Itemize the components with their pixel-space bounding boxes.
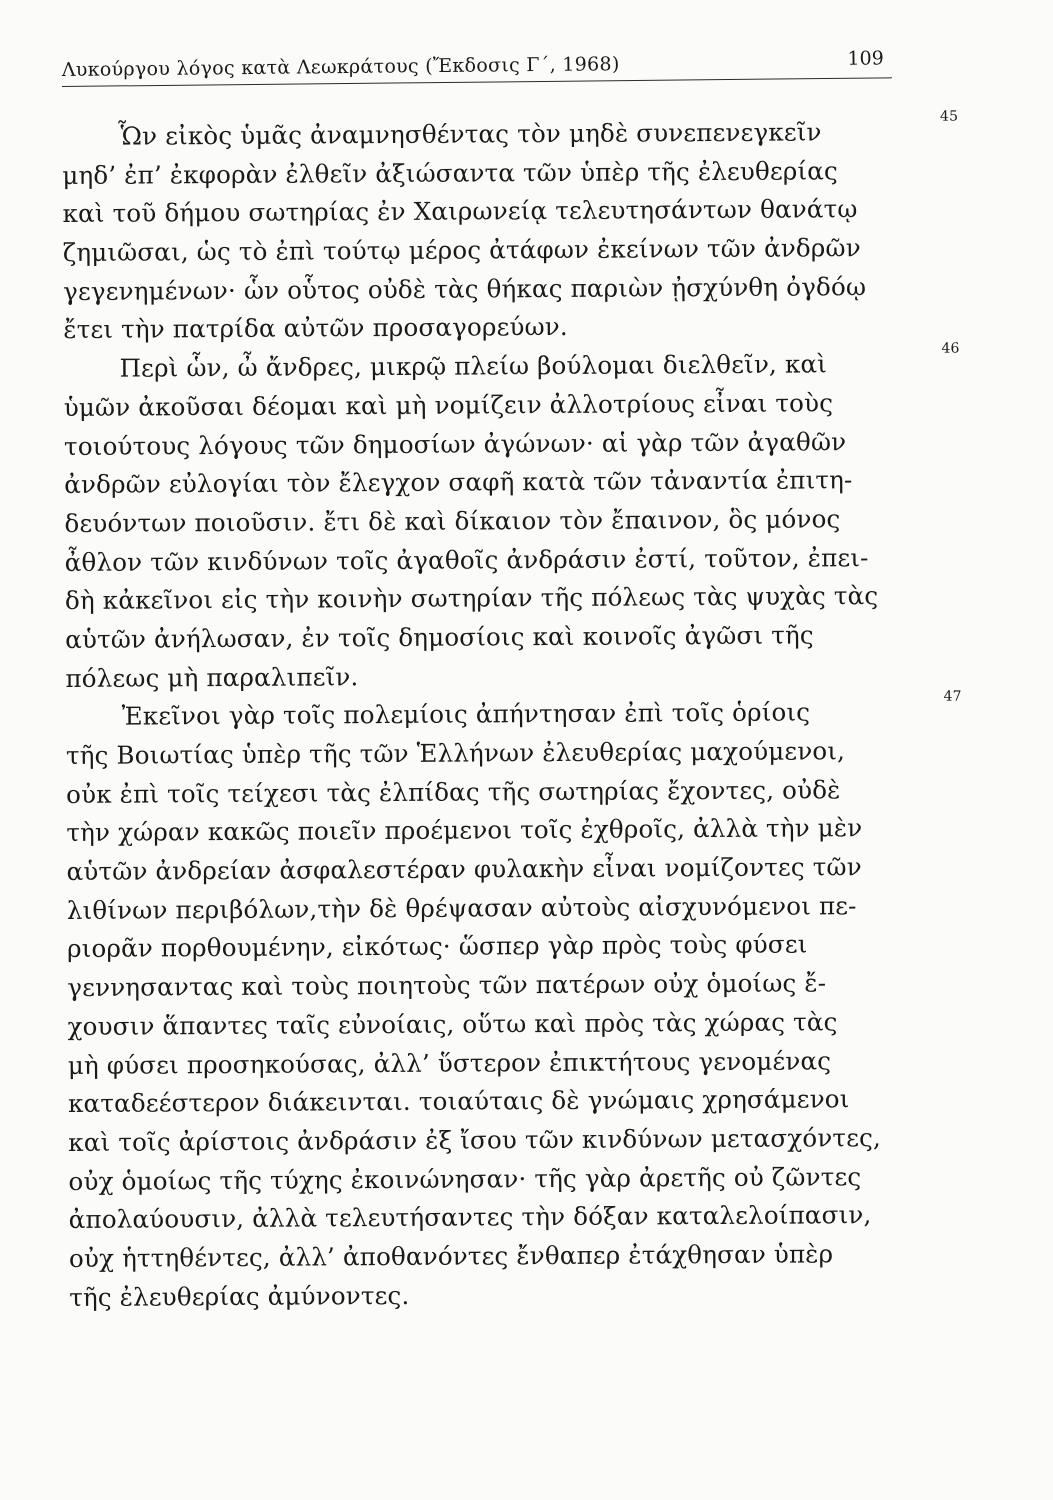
text-line-content: αὑτῶν ἀνήλωσαν, ἐν τοῖς δημοσίοις καὶ κοινοῖς ἀγῶσι τῆς <box>65 620 814 654</box>
text-line <box>69 1235 949 1279</box>
text-line-content: ὑμῶν ἀκοῦσαι δέομαι καὶ μὴ νομίζειν ἀλλοτρίους εἶναι τοὺς <box>63 388 834 422</box>
running-head <box>62 43 892 87</box>
text-line <box>64 383 944 427</box>
text-line <box>63 229 943 273</box>
text-line-content: γεννησαντας καὶ τοὺς ποιητοὺς τῶν πατέρων οὐχ ὁμοίως ἔ- <box>67 968 827 1003</box>
text-line-content: δευόντων ποιοῦσιν. ἔτι δὲ καὶ δίκαιον τὸν ἔπαινον, ὃς μόνος <box>64 504 841 538</box>
text-line-content: τῆς Βοιωτίας ὑπὲρ τῆς τῶν Ἑλλήνων ἐλευθερίας μαχούμενοι, <box>65 736 846 770</box>
text-line-content: καὶ τοῖς ἀρίστοις ἀνδράσιν ἐξ ἴσου τῶν κινδύνων μετασχόντες, <box>68 1122 882 1157</box>
text-line <box>63 340 960 389</box>
text-line-content: οὐχ ἡττηθέντες, ἀλλ’ ἀποθανόντες ἔνθαπερ ἐτάχθησαν ὑπὲρ <box>68 1239 834 1273</box>
text-line <box>68 1157 948 1201</box>
text-line-content: λιθίνων περιβόλων,τὴν δὲ θρέψασαν αὐτοὺς αἰσχυνόμενοι πε- <box>66 890 857 925</box>
section-number: 47 <box>943 688 962 705</box>
text-line-content: μηδ’ ἐπ’ ἐκφορὰν ἐλθεῖν ἀξιώσαντα τῶν ὑπὲρ τῆς ἐλευθερίας <box>62 155 839 190</box>
page-number: 109 <box>847 47 884 70</box>
text-line-content: καταδεέστερον διάκεινται. τοιαύταις δὲ γνώμαις χρησάμενοι <box>67 1084 850 1119</box>
text-line <box>68 1118 948 1162</box>
text-line <box>66 809 946 853</box>
text-line <box>68 1041 948 1085</box>
text-line <box>63 267 943 311</box>
text-line <box>67 964 947 1008</box>
text-line-content: τὴν χώραν κακῶς ποιεῖν προέμενοι τοῖς ἐχθροῖς, ἀλλὰ τὴν μὲν <box>66 813 863 848</box>
text-line-content: δὴ κἀκεῖνοι εἰς τὴν κοινὴν σωτηρίαν τῆς πόλεως τὰς ψυχὰς τὰς <box>64 581 879 616</box>
text-line-content: ἀπολαύουσιν, ἀλλὰ τελευτήσαντες τὴν δόξαν καταλελοίπασιν, <box>68 1200 872 1235</box>
text-line <box>66 770 946 814</box>
body-text <box>62 108 962 1318</box>
text-line-content: ζημιῶσαι, ὡς τὸ ἐπὶ τούτῳ μέρος ἀτάφων ἐκείνων τῶν ἀνδρῶν <box>62 233 861 268</box>
text-line-content: χουσιν ἅπαντες ταῖς εὐνοίαις, οὕτω καὶ πρὸς τὰς χώρας τὰς <box>67 1007 838 1041</box>
text-line <box>62 190 942 234</box>
text-line-content: Περὶ ὧν, ὦ ἄνδρες, μικρῷ πλείω βούλομαι διελθεῖν, καὶ <box>119 349 828 383</box>
text-line-content: ἀνδρῶν εὐλογίαι τὸν ἔλεγχον σαφῆ κατὰ τῶν τἀναντία ἐπιτη- <box>64 465 853 500</box>
text-line <box>64 461 944 505</box>
section-number: 45 <box>939 108 959 125</box>
text-line-content: Ἐκεῖνοι γὰρ τοῖς πολεμίοις ἀπήντησαν ἐπὶ τοῖς ὁρίοις <box>121 697 811 731</box>
text-line-content: μὴ φύσει προσηκούσας, ἀλλ’ ὕστερον ἐπικτήτους γενομένας <box>67 1045 832 1080</box>
text-line-content: αὑτῶν ἀνδρείαν ἀσφαλεστέραν φυλακὴν εἶναι νομίζοντες τῶν <box>66 852 862 887</box>
text-line-content: τῆς ἐλευθερίας ἀμύνοντες. <box>69 1280 410 1312</box>
text-line <box>63 306 943 350</box>
text-line <box>66 732 946 776</box>
text-line <box>65 616 945 660</box>
text-line <box>65 654 945 698</box>
text-line <box>67 925 947 969</box>
text-line <box>68 1080 948 1124</box>
text-line <box>69 1273 949 1317</box>
text-line <box>62 151 942 195</box>
text-line-content: ἔτει τὴν πατρίδα αὐτῶν προσαγορεύων. <box>63 312 568 345</box>
text-line-content: Ὧν εἰκὸς ὑμᾶς ἀναμνησθέντας τὸν μηδὲ συνεπενεγκεῖν <box>118 117 822 151</box>
text-line <box>67 1002 947 1046</box>
text-line <box>64 422 944 466</box>
text-line-content: ἆθλον τῶν κινδύνων τοῖς ἀγαθοῖς ἀνδράσιν ἐστί, τοῦτον, ἐπει- <box>64 542 869 577</box>
running-title: Λυκούργου λόγος κατὰ Λεωκράτους (Ἔκδοσις Γ΄, 1968) <box>61 53 620 82</box>
text-line-content: οὐχ ὁμοίως τῆς τύχης ἐκοινώνησαν· τῆς γὰρ ἀρετῆς οὐ ζῶντες <box>68 1161 862 1196</box>
text-line <box>67 886 947 930</box>
text-line <box>66 688 962 737</box>
text-line <box>66 848 946 892</box>
text-line-content: καὶ τοῦ δήμου σωτηρίας ἐν Χαιρωνείᾳ τελευτησάντων θανάτῳ <box>62 194 858 229</box>
text-line <box>64 499 944 543</box>
text-line-content: τοιούτους λόγους τῶν δημοσίων ἀγώνων· αἱ γὰρ τῶν ἀγαθῶν <box>63 426 847 461</box>
text-line-content: ριορᾶν πορθουμένην, εἰκότως· ὥσπερ γὰρ πρὸς τοὺς φύσει <box>66 929 808 964</box>
text-line <box>62 108 959 157</box>
text-line <box>65 538 945 582</box>
text-line-content: οὐκ ἐπὶ τοῖς τείχεσι τὰς ἐλπίδας τῆς σωτηρίας ἔχοντες, οὐδὲ <box>66 774 841 809</box>
text-line <box>65 577 945 621</box>
text-line <box>69 1196 949 1240</box>
text-line-content: γεγενημένων· ὧν οὗτος οὐδὲ τὰς θήκας παριὼν ᾐσχύνθη ὀγδόῳ <box>62 271 867 306</box>
section-number: 46 <box>941 340 960 357</box>
text-line-content: πόλεως μὴ παραλιπεῖν. <box>65 661 359 693</box>
